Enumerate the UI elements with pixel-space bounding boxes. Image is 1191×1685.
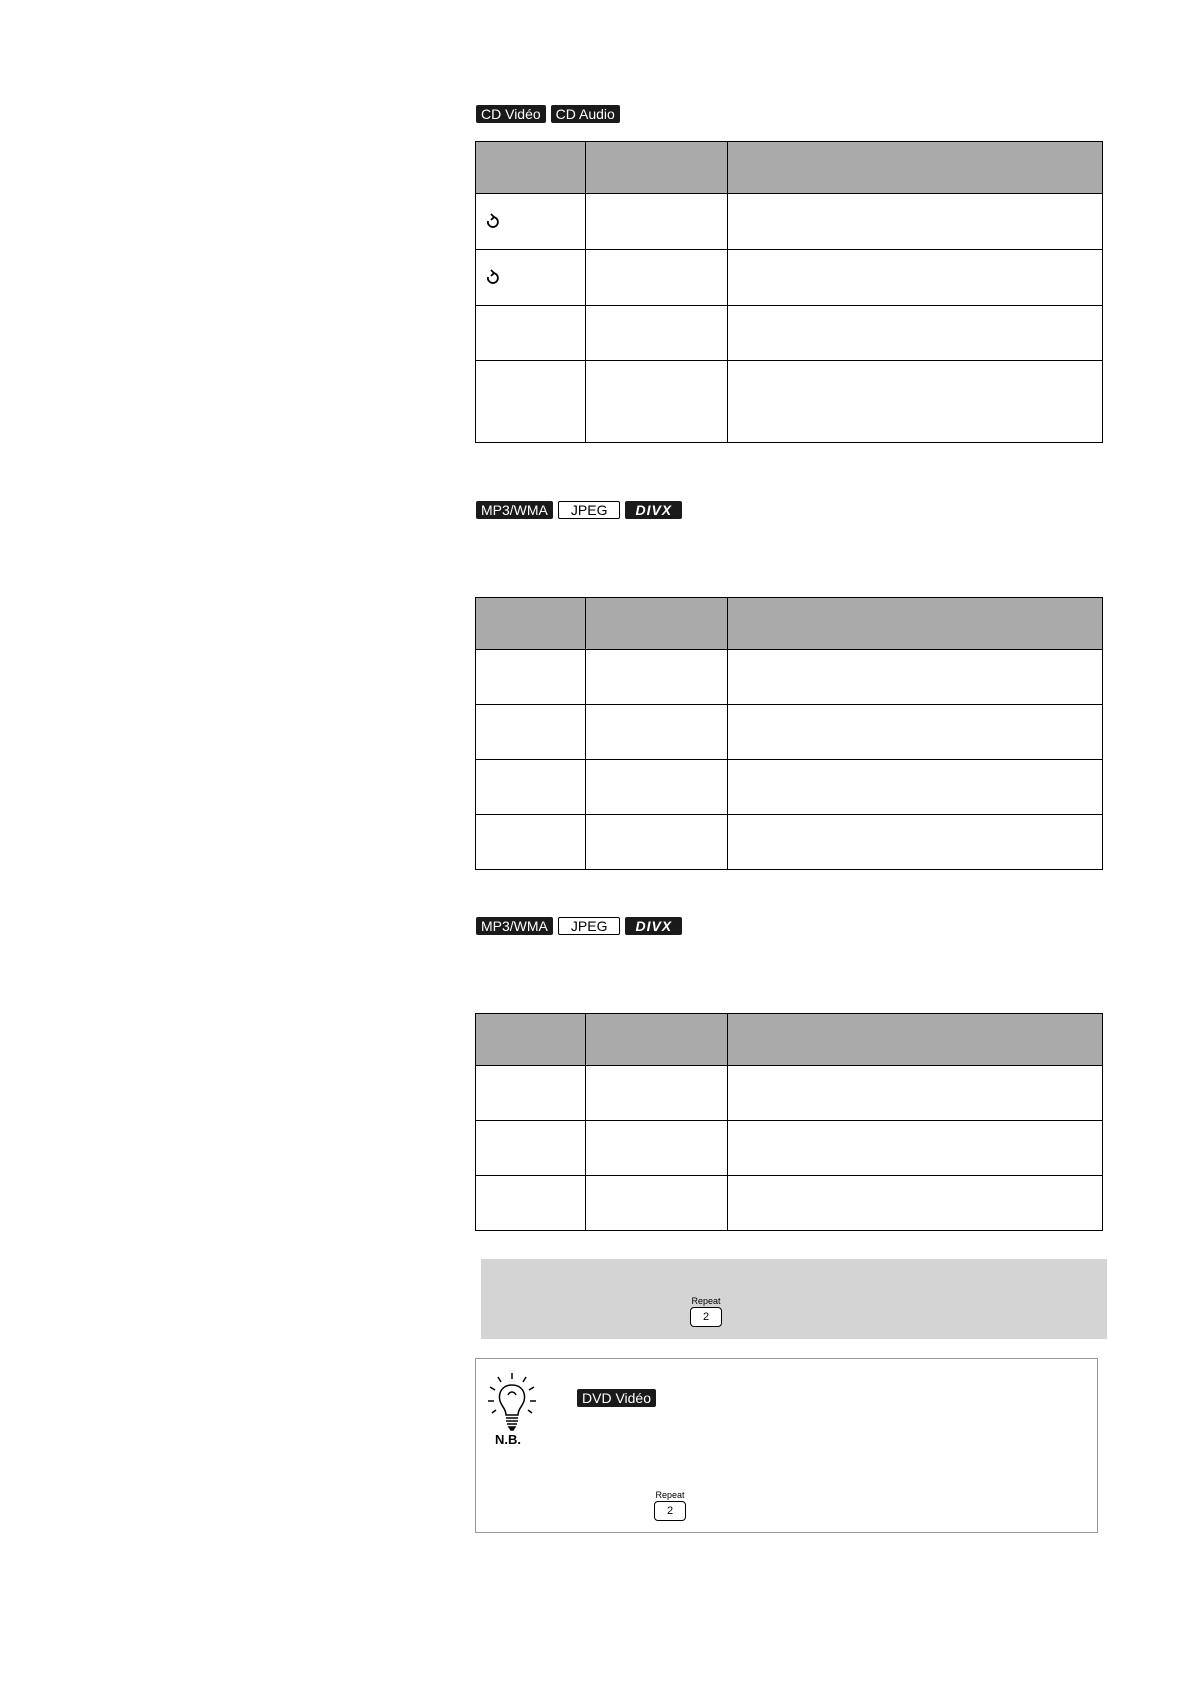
table-header [476, 142, 1103, 194]
note-box [475, 1358, 1098, 1533]
table-row [476, 194, 1103, 250]
repeat-table-files-2 [475, 1013, 1103, 1231]
table-row [476, 1176, 1103, 1231]
repeat-icon [484, 269, 502, 287]
badge-mp3-wma: MP3/WMA [476, 501, 553, 519]
table-row [476, 650, 1103, 705]
badge-jpeg: JPEG [558, 501, 621, 519]
button-key: 2 [654, 1501, 686, 1521]
repeat-icon [484, 213, 502, 231]
repeat-button-illustration [654, 1490, 686, 1521]
repeat-button-illustration [690, 1296, 722, 1327]
badge-divx: DIVX [625, 501, 682, 519]
table-row [476, 760, 1103, 815]
table-header [476, 1014, 1103, 1066]
badge-jpeg: JPEG [558, 917, 621, 935]
table-row [476, 1066, 1103, 1121]
disc-type-badges-files-2 [476, 917, 682, 935]
button-key: 2 [690, 1307, 722, 1327]
table-row [476, 815, 1103, 870]
table-row [476, 1121, 1103, 1176]
disc-type-badges-files-1 [476, 501, 682, 519]
lightbulb-icon [486, 1371, 538, 1433]
badge-dvd-video: DVD Vidéo [577, 1389, 656, 1407]
repeat-table-cd [475, 141, 1103, 443]
tip-box [481, 1259, 1107, 1339]
badge-cd-audio: CD Audio [551, 105, 620, 123]
table-row [476, 250, 1103, 306]
button-label: Repeat [655, 1490, 685, 1500]
table-header [476, 598, 1103, 650]
table-row [476, 361, 1103, 443]
badge-cd-video: CD Vidéo [476, 105, 546, 123]
disc-type-badges-cd [476, 105, 620, 123]
repeat-table-files-1 [475, 597, 1103, 870]
table-row [476, 705, 1103, 760]
badge-mp3-wma: MP3/WMA [476, 917, 553, 935]
button-label: Repeat [691, 1296, 721, 1306]
nb-label: N.B. [495, 1432, 521, 1447]
table-row [476, 306, 1103, 361]
badge-divx: DIVX [625, 917, 682, 935]
